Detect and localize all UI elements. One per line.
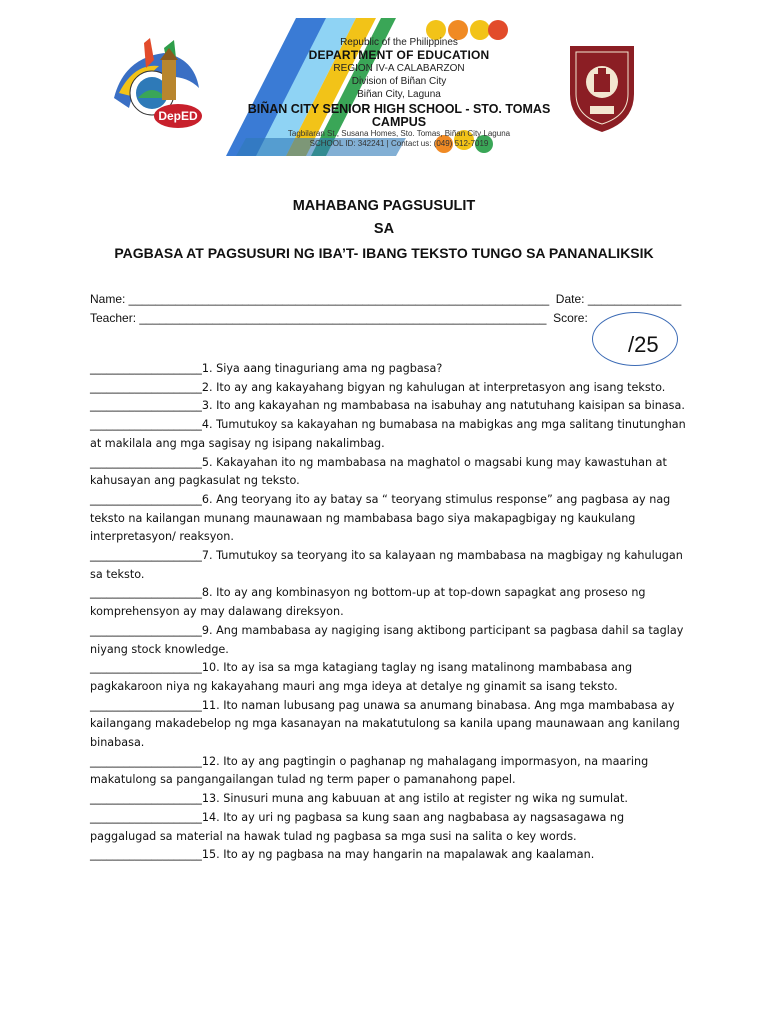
question-text: 14. Ito ay uri ng pagbasa sa kung saan ang nagbabasa ay nagsasagawa ng paggalugad sa material na hawak tulad ng pagbasa sa mga susi na salita o key words.	[90, 810, 625, 843]
answer-blank: ____________________	[90, 399, 202, 413]
answer-blank: ____________________	[90, 418, 202, 432]
school-seal-icon	[566, 42, 638, 134]
answer-blank: ____________________	[90, 792, 202, 806]
question-text: 3. Ito ang kakayahan ng mambabasa na isabuhay ang natutuhang kaisipan sa binasa.	[201, 399, 685, 413]
question-item	[90, 360, 690, 379]
deped-logo-text: DepED	[158, 109, 198, 123]
banner-text-block	[226, 36, 572, 149]
answer-blank: ____________________	[90, 623, 202, 637]
question-item	[90, 659, 690, 696]
question-text: 8. Ito ay ang kombinasyon ng bottom-up at top-down sapagkat ang proseso ng komprehensyon ay may dalawang direksyon.	[90, 586, 646, 619]
answer-blank: ____________________	[90, 380, 202, 394]
division-text: Division of Biñan City	[351, 76, 447, 87]
question-item	[90, 454, 690, 491]
question-item	[90, 622, 690, 659]
question-item	[90, 491, 690, 547]
answer-blank: ____________________	[90, 586, 202, 600]
question-text: 13. Sinusuri muna ang kabuuan at ang istilo at register ng wika ng sumulat.	[201, 792, 628, 806]
question-text: 9. Ang mambabasa ay nagiging isang aktibong participant sa pagbasa dahil sa taglay niyang stock knowledge.	[90, 623, 684, 656]
question-item	[90, 379, 690, 398]
question-text: 12. Ito ay ang pagtingin o paghanap ng mahalagang impormasyon, na maaring makatulong sa pangangailangan tulad ng term paper o pamanahong papel.	[90, 754, 649, 787]
question-item	[90, 397, 690, 416]
republic-text: Republic of the Philippines	[340, 37, 458, 48]
division-logo-icon	[104, 38, 204, 133]
question-item	[90, 809, 690, 846]
question-text: 4. Tumutukoy sa kakayahan ng bumabasa na mabigkas ang mga salitang tinutunghan at makilala ang mga sagisay ng isipang nakalimbag.	[90, 418, 686, 450]
question-text: 5. Kakayahan ito ng mambabasa na maghatol o magsabi kung may kawastuhan at kahusayan ang pagkasulat ng teksto.	[90, 455, 667, 488]
question-item	[90, 697, 690, 753]
answer-blank: ____________________	[90, 698, 202, 712]
question-text: 2. Ito ay ang kakayahang bigyan ng kahulugan at interpretasyon ang isang teksto.	[201, 380, 666, 394]
question-item	[90, 753, 690, 790]
answer-blank: ____________________	[90, 492, 202, 506]
department-text: DEPARTMENT OF EDUCATION	[308, 48, 490, 62]
question-item	[90, 846, 690, 865]
score-total: /25	[628, 332, 659, 357]
question-text: 15. Ito ay ng pagbasa na may hangarin na mapalawak ang kaalaman.	[201, 848, 595, 862]
question-text: 6. Ang teoryang ito ay batay sa “ teoryang stimulus response” ang pagbasa ay nag teksto na kailangan munang maunawaan ng mambabasa bago siya makapagbigay ng kaukulang interpretasyon/ reaksyon.	[90, 492, 671, 544]
answer-blank: ____________________	[90, 455, 202, 469]
question-item	[90, 584, 690, 621]
question-item	[90, 790, 690, 809]
answer-blank: ____________________	[90, 549, 202, 563]
answer-blank: ____________________	[90, 810, 202, 824]
answer-blank: ____________________	[90, 661, 202, 675]
question-text: 7. Tumutukoy sa teoryang ito sa kalayaan ng mambabasa na magbigay ng kahulugan sa teksto.	[90, 549, 683, 581]
address-text: Tagbilaran St., Susana Homes, Sto. Tomas, Biñan City Laguna	[287, 129, 511, 138]
question-text: 1. Siya aang tinaguriang ama ng pagbasa?	[201, 362, 443, 375]
answer-blank: ____________________	[90, 848, 202, 862]
school-name: BIÑAN CITY SENIOR HIGH SCHOOL - STO. TOMAS CAMPUS	[247, 102, 551, 129]
question-item	[90, 547, 690, 584]
question-text: 11. Ito naman lubusang pag unawa sa anumang binabasa. Ang mga mambabasa ay kailangang makadebelop ng mga kasanayan na makatutulong sa kanila upang maunawaan ang kanilang binabasa.	[90, 698, 680, 750]
document-header	[0, 0, 768, 170]
answer-blank: ____________________	[90, 754, 202, 768]
city-text: Biñan City, Laguna	[357, 89, 441, 100]
question-text: 10. Ito ay isa sa mga katagiang taglay ng isang matalinong mambabasa ang pagkakaroon niya ng kakayahang mauri ang mga ideya at detalye ng ginamit sa isang teksto.	[90, 661, 633, 693]
region-text: REGION IV-A CALABARZON	[333, 63, 465, 74]
subject-title: PAGBASA AT PAGSUSURI NG IBA’T- IBANG TEKSTO TUNGO SA PANANALIKSIK	[114, 245, 654, 261]
contact-text: SCHOOL ID: 342241 | Contact us: (049) 512-7019	[309, 139, 489, 148]
question-list	[90, 360, 690, 865]
exam-title-connector: SA	[373, 221, 395, 237]
exam-title: MAHABANG PAGSUSULIT	[292, 198, 476, 214]
answer-blank: ____________________	[90, 362, 202, 375]
question-item	[90, 416, 690, 453]
teacher-score-field: Teacher: _____________________________________________________________ Score:	[90, 311, 588, 325]
name-date-field: Name: _______________________________________________________________ Date: ______________	[90, 292, 682, 306]
